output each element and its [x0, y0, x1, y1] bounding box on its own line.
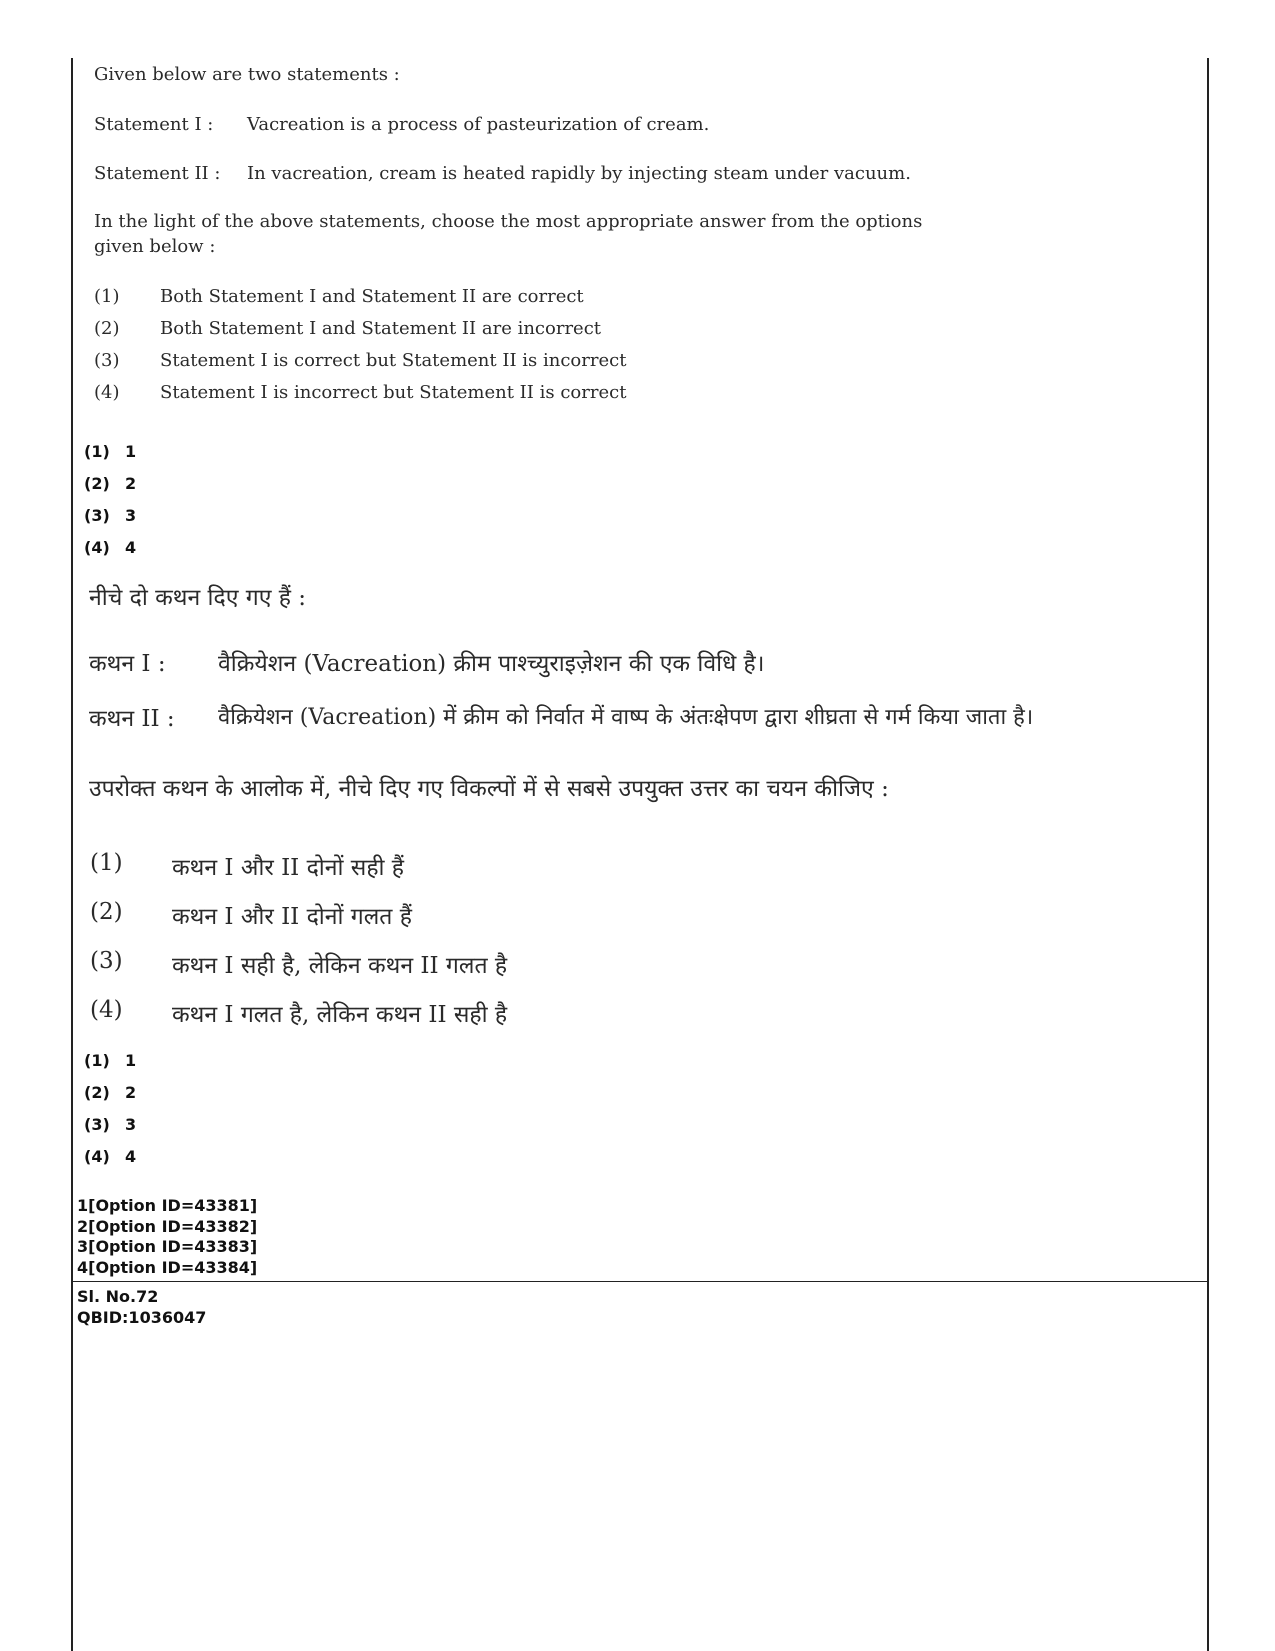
option-number-en: (4) [94, 382, 120, 403]
next-question-meta [77, 1286, 206, 1328]
answer-choice[interactable] [84, 506, 136, 525]
answer-choice-value: 1 [125, 442, 137, 461]
answer-choice-number: (4) [84, 1147, 110, 1166]
question-intro-en: Given below are two statements : [94, 64, 400, 85]
option-id: 2[Option ID=43382] [77, 1216, 258, 1236]
option-number-hi: (1) [90, 850, 123, 876]
option-text-en: Both Statement I and Statement II are correct [160, 286, 584, 307]
answer-choice-value: 4 [125, 538, 137, 557]
option-text-en: Both Statement I and Statement II are incorrect [160, 318, 602, 339]
answer-choice-value: 2 [125, 474, 137, 493]
option-number-hi: (2) [90, 899, 123, 925]
option-number-hi: (4) [90, 997, 123, 1023]
option-number-en: (3) [94, 350, 120, 371]
option-id: 1[Option ID=43381] [77, 1196, 258, 1215]
right-border-line [1207, 58, 1209, 1651]
answer-choice[interactable] [84, 474, 136, 493]
answer-choice-number: (2) [84, 1083, 110, 1102]
answer-choice-number: (1) [84, 1051, 110, 1070]
option-number-en: (2) [94, 318, 120, 339]
section-divider [71, 1281, 1209, 1282]
statement1-text-en: Vacreation is a process of pasteurization of cream. [247, 114, 710, 135]
answer-choice-number: (4) [84, 538, 110, 557]
statement2-label-en: Statement II : [94, 163, 221, 184]
option-text-hi: कथन I और II दोनों सही हैं [172, 855, 405, 881]
serial-number: Sl. No.72 [77, 1287, 159, 1306]
answer-choice[interactable] [84, 1083, 136, 1102]
answer-choice-value: 3 [125, 1115, 137, 1134]
instruction-line2-en: given below : [94, 236, 216, 257]
answer-choice[interactable] [84, 442, 136, 461]
option-text-en: Statement I is correct but Statement II is incorrect [160, 350, 627, 371]
left-border-line [71, 58, 73, 1651]
option-text-en: Statement I is incorrect but Statement II is correct [160, 382, 627, 403]
answer-choice[interactable] [84, 538, 136, 557]
answer-choice-number: (3) [84, 1115, 110, 1134]
statement2-text-hi: वैक्रियेशन (Vacreation) में क्रीम को निर्वात में वाष्प के अंतःक्षेपण द्वारा शीघ्रता से गर्म किया जाता है। [218, 705, 1034, 730]
question-intro-hi: नीचे दो कथन दिए गए हैं : [89, 585, 307, 611]
statement2-text-en: In vacreation, cream is heated rapidly by injecting steam under vacuum. [247, 163, 911, 184]
option-id: 3[Option ID=43383] [77, 1237, 258, 1256]
answer-choice-value: 1 [125, 1051, 137, 1070]
statement2-label-hi: कथन II : [89, 706, 175, 732]
option-text-hi: कथन I और II दोनों गलत हैं [172, 904, 412, 930]
option-number-hi: (3) [90, 948, 123, 974]
option-id-list [77, 1196, 257, 1278]
answer-choice-number: (2) [84, 474, 110, 493]
option-text-hi: कथन I गलत है, लेकिन कथन II सही है [172, 1002, 508, 1028]
answer-choice-number: (1) [84, 442, 110, 461]
question-bank-id: QBID:1036047 [77, 1308, 207, 1327]
option-id: 4[Option ID=43384] [77, 1257, 258, 1277]
answer-choice-value: 4 [125, 1147, 137, 1166]
answer-choice-value: 3 [125, 506, 137, 525]
statement1-label-en: Statement I : [94, 114, 214, 135]
answer-choice-value: 2 [125, 1083, 137, 1102]
instruction-line1-en: In the light of the above statements, choose the most appropriate answer from the options [94, 211, 923, 232]
answer-choice[interactable] [84, 1115, 136, 1134]
statement1-label-hi: कथन I : [89, 651, 166, 677]
answer-choice[interactable] [84, 1147, 136, 1166]
answer-choice-number: (3) [84, 506, 110, 525]
answer-choice[interactable] [84, 1051, 136, 1070]
statement1-text-hi: वैक्रियेशन (Vacreation) क्रीम पाश्च्युराइज़ेशन की एक विधि है। [218, 651, 765, 677]
instruction-hi: उपरोक्त कथन के आलोक में, नीचे दिए गए विकल्पों में से सबसे उपयुक्त उत्तर का चयन कीजिए : [89, 776, 889, 802]
option-number-en: (1) [94, 286, 120, 307]
option-text-hi: कथन I सही है, लेकिन कथन II गलत है [172, 953, 508, 979]
